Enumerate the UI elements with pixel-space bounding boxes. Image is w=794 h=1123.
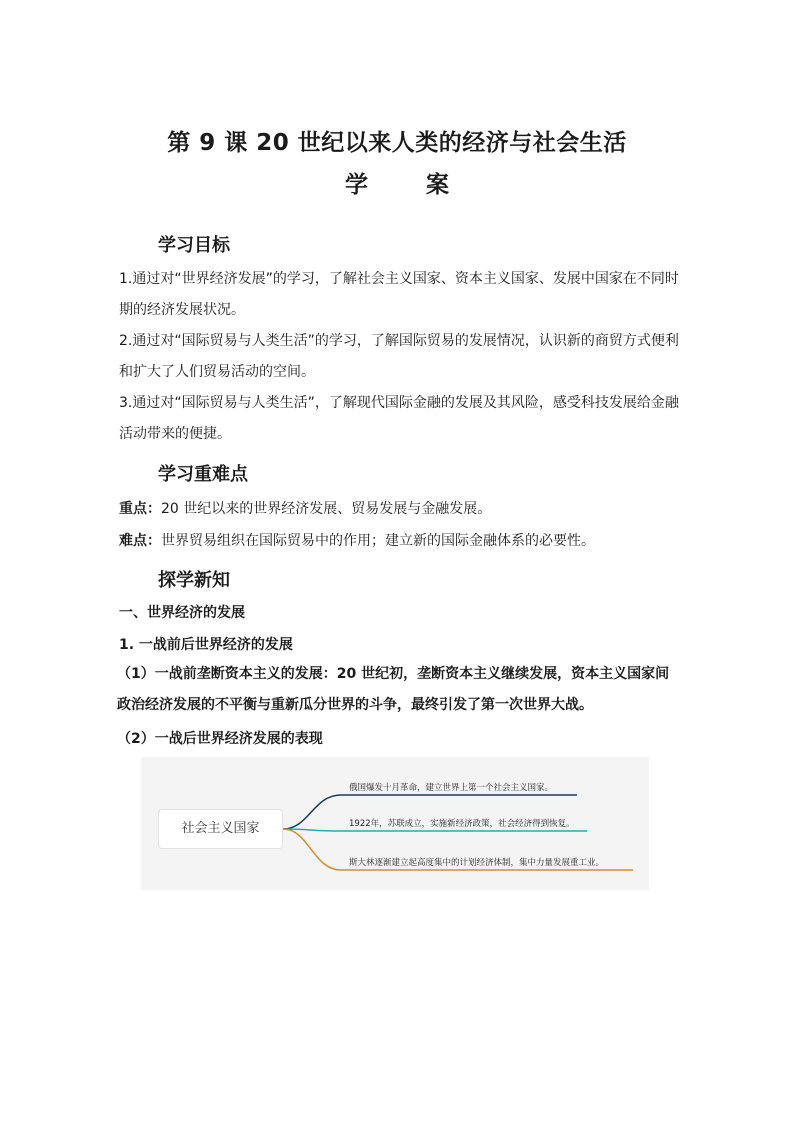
item-1-paragraph [117,659,681,721]
item-2-heading: （2）一战后世界经济发展的表现 [117,731,323,747]
mind-map-branch-1: 俄国爆发十月革命，建立世界上第一个社会主义国家。 [349,783,554,793]
item-1-label: （1）一战前垄断资本主义的发展： [117,666,337,682]
mind-map-branch-3: 斯大林逐渐建立起高度集中的计划经济体制，集中力量发展重工业。 [349,858,605,868]
mind-map [141,757,649,890]
objective-1: 1.通过对“世界经济发展”的学习，了解社会主义国家、资本主义国家、发展中国家在不同时期的经济发展状况。 [119,271,679,318]
explore-heading: 探学新知 [158,570,230,591]
section-1-heading: 一、世界经济的发展 [119,605,245,621]
focus-label: 重点： [119,501,161,517]
focus-text: 20 世纪以来的世界经济发展、贸易发展与金融发展。 [161,501,492,517]
item-1-text: 20 世纪初，垄断资本主义继续发展，资本主义国家间政治经济发展的不平衡与重新瓜分世界的斗争，最终引发了第一次世界大战。 [117,666,670,713]
page-subtitle: 学 案 [344,172,449,198]
difficulty-text: 世界贸易组织在国际贸易中的作用；建立新的国际金融体系的必要性。 [161,533,595,549]
branch-line-2 [283,829,587,831]
key-points-heading: 学习重难点 [158,464,248,485]
objective-2: 2.通过对“国际贸易与人类生活”的学习，了解国际贸易的发展情况，认识新的商贸方式便利和扩大了人们贸易活动的空间。 [119,333,679,380]
mind-map-branch-2: 1922年，苏联成立，实施新经济政策，社会经济得到恢复。 [349,819,575,829]
difficulty-label: 难点： [119,533,161,549]
page-title: 第 9 课 20 世纪以来人类的经济与社会生活 [167,130,627,156]
objective-3: 3.通过对“国际贸易与人类生活”，了解现代国际金融的发展及其风险，感受科技发展给金融活动带来的便捷。 [119,395,679,442]
mind-map-root: 社会主义国家 [158,809,283,849]
subsection-1-heading: 1. 一战前后世界经济的发展 [119,637,293,653]
focus-line [119,498,491,518]
difficulty-line [119,530,595,550]
objectives-heading: 学习目标 [158,235,230,256]
